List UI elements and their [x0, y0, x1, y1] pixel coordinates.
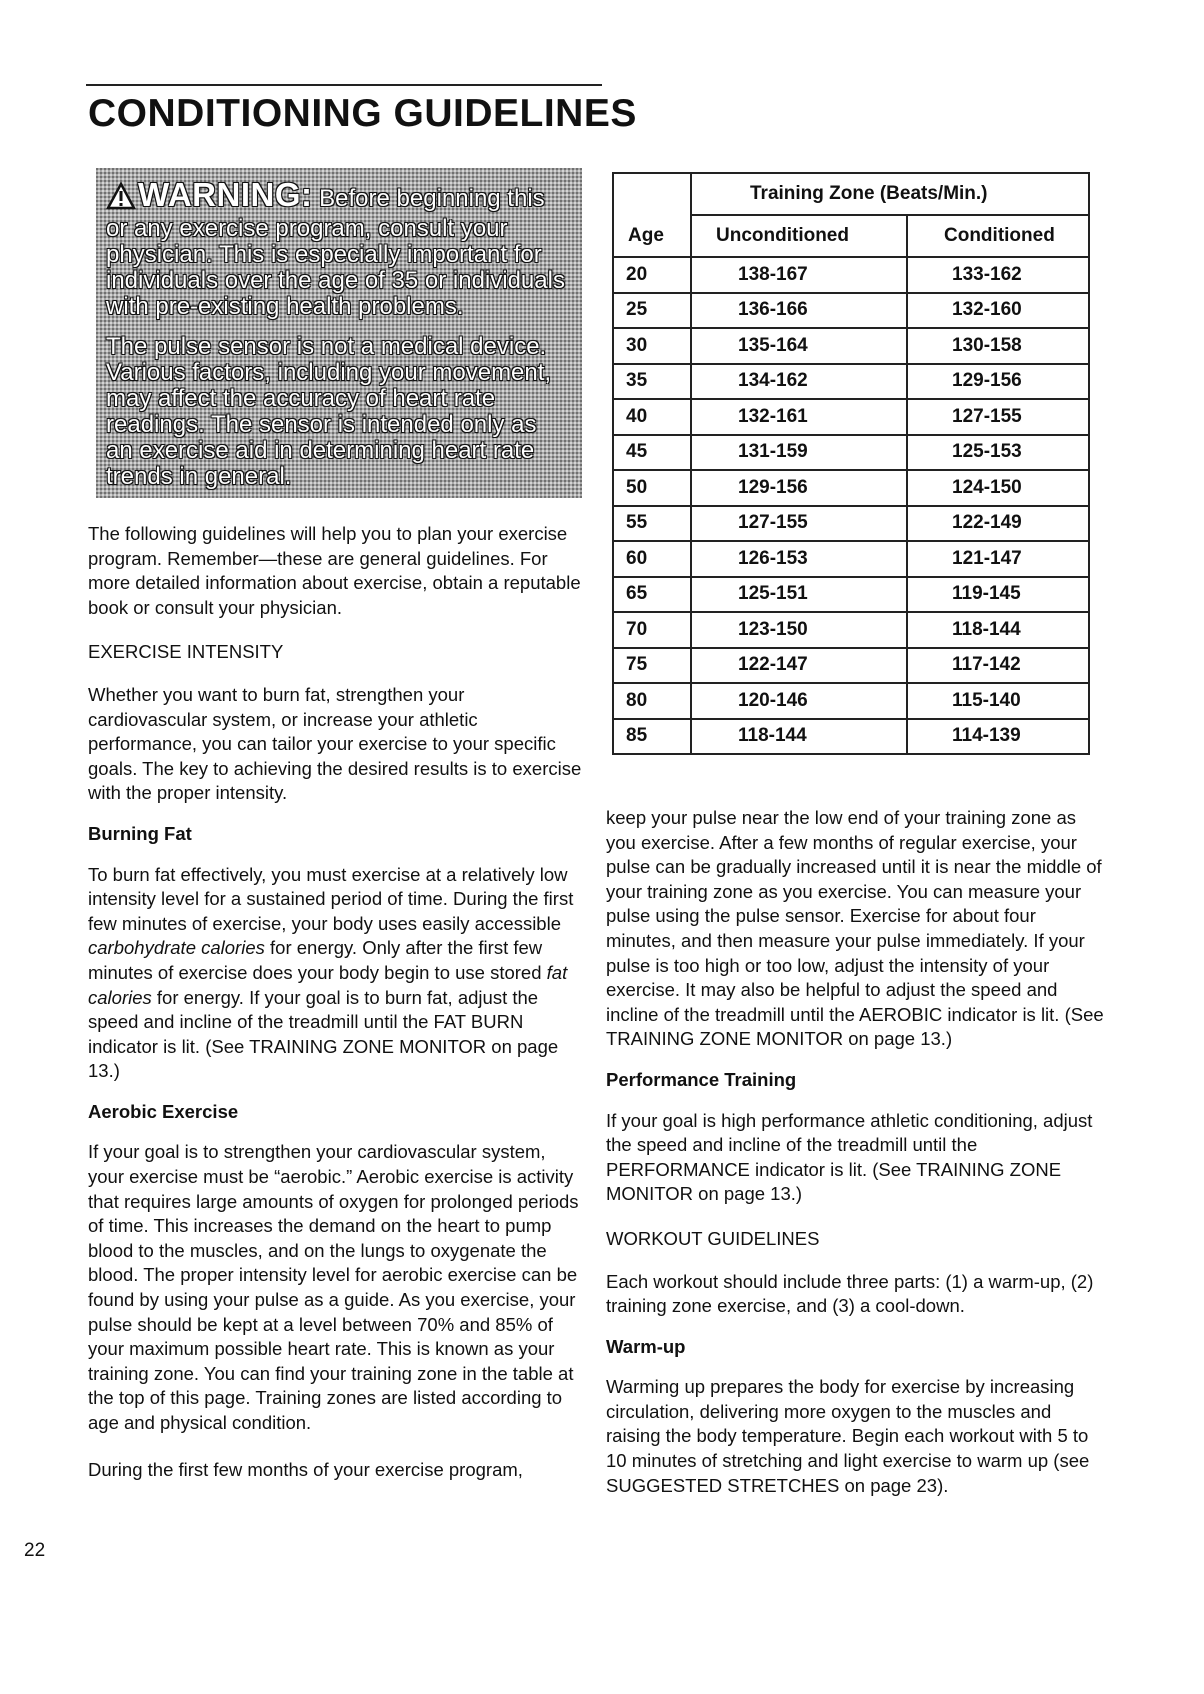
conditioned-cell: 127-155	[907, 399, 1089, 435]
table-row	[613, 399, 1089, 435]
burning-fat-text-1: To burn fat effectively, you must exercise at a relatively low intensity level for a sustained period of time. During the first few minutes of exercise, your body uses easily accessible	[88, 863, 574, 934]
conditioned-cell: 115-140	[907, 683, 1089, 719]
age-cell: 40	[613, 399, 691, 435]
age-cell: 55	[613, 506, 691, 542]
unconditioned-cell: 122-147	[691, 648, 907, 684]
unconditioned-cell: 132-161	[691, 399, 907, 435]
warm-up-paragraph: Warming up prepares the body for exercise by increasing circulation, delivering more oxygen to the muscles and raising the body temperature. Begin each workout with 5 to 10 minutes of stretching and light exercise to warm up (see SUGGESTED STRETCHES on page 23).	[606, 1376, 1090, 1496]
table-row	[613, 719, 1089, 755]
conditioned-cell: 130-158	[907, 328, 1089, 364]
table-row	[613, 648, 1089, 684]
aerobic-exercise-paragraph: If your goal is to strengthen your cardiovascular system, your exercise must be “aerobic.” Aerobic exercise is activity that requires large amounts of oxygen for prolonged periods of time. This increases the demand on the heart to pump blood to the muscles, and on the lungs to oxygenate the blood. The proper intensity level for aerobic exercise can be found by using your pulse as a guide. As you exercise, your pulse should be kept at a level between 70% and 85% of your maximum possible heart rate. This is known as your training zone. You can find your training zone in the table at the top of this page. Training zones are listed according to age and physical condition.	[88, 1141, 579, 1433]
age-cell: 50	[613, 470, 691, 506]
unconditioned-cell: 127-155	[691, 506, 907, 542]
burning-fat-text-3: for energy. If your goal is to burn fat, adjust the speed and incline of the treadmill until the FAT BURN indicator is lit. (See TRAINING ZONE MONITOR on page 13.)	[88, 986, 559, 1082]
conditioned-cell: 124-150	[907, 470, 1089, 506]
unconditioned-cell: 136-166	[691, 293, 907, 329]
intro-paragraph: The following guidelines will help you to plan your exercise program. Remember—these are general guidelines. For more detailed information about exercise, obtain a reputable book or consult your physician.	[88, 523, 581, 618]
pulse-continuation-paragraph: keep your pulse near the low end of your training zone as you exercise. After a few months of regular exercise, your pulse can be gradually increased until it is near the middle of your training zone as you exercise. You can measure your pulse using the pulse sensor. Exercise for about four minutes, and then measure your pulse immediately. If your pulse is too high or too low, adjust the intensity of your exercise. It may also be helpful to adjust the speed and incline of the treadmill until the AEROBIC indicator is lit. (See TRAINING ZONE MONITOR on page 13.)	[606, 807, 1104, 1050]
table-subheader-row	[613, 215, 1089, 257]
conditioned-cell: 125-153	[907, 435, 1089, 471]
burning-fat-heading: Burning Fat	[88, 822, 192, 844]
table-row	[613, 257, 1089, 293]
age-cell: 75	[613, 648, 691, 684]
workout-guidelines-paragraph: Each workout should include three parts: (1) a warm-up, (2) training zone exercise, and (3) a cool-down.	[606, 1270, 1094, 1317]
table-row	[613, 470, 1089, 506]
age-cell: 85	[613, 719, 691, 755]
aerobic-exercise-heading: Aerobic Exercise	[88, 1100, 239, 1122]
age-cell: 45	[613, 435, 691, 471]
warning-text-1: Before beginning this or any exercise program, consult your physician. This is especially important for individuals over the age of 35 or individuals with pre-existing health problems.	[106, 185, 565, 320]
conditioned-cell: 117-142	[907, 648, 1089, 684]
warning-triangle-icon	[106, 182, 136, 216]
table-row	[613, 328, 1089, 364]
unconditioned-cell: 123-150	[691, 612, 907, 648]
age-column-header: Age	[613, 215, 691, 257]
conditioned-cell: 132-160	[907, 293, 1089, 329]
age-cell: 60	[613, 541, 691, 577]
unconditioned-cell: 129-156	[691, 470, 907, 506]
unconditioned-cell: 134-162	[691, 364, 907, 400]
unconditioned-column-header: Unconditioned	[691, 215, 907, 257]
age-cell: 35	[613, 364, 691, 400]
warning-box	[96, 168, 582, 498]
warning-label: WARNING:	[138, 176, 313, 213]
age-cell: 70	[613, 612, 691, 648]
workout-guidelines-heading: WORKOUT GUIDELINES	[606, 1227, 820, 1249]
table-row	[613, 541, 1089, 577]
conditioned-cell: 119-145	[907, 577, 1089, 613]
conditioned-cell: 122-149	[907, 506, 1089, 542]
unconditioned-cell: 135-164	[691, 328, 907, 364]
title-rule	[86, 84, 602, 86]
warm-up-heading: Warm-up	[606, 1335, 686, 1357]
warning-paragraph-1	[106, 176, 566, 320]
unconditioned-cell: 131-159	[691, 435, 907, 471]
age-cell: 25	[613, 293, 691, 329]
page-title: CONDITIONING GUIDELINES	[88, 92, 637, 135]
performance-training-heading: Performance Training	[606, 1068, 797, 1090]
exercise-intensity-paragraph: Whether you want to burn fat, strengthen your cardiovascular system, or increase your athletic performance, you can tailor your exercise to your specific goals. The key to achieving the desired results is to exercise with the proper intensity.	[88, 683, 582, 804]
burning-fat-text-2: for energy. Only after the first few minutes of exercise does your body begin to use stored	[88, 937, 547, 983]
table-row	[613, 683, 1089, 719]
left-column	[88, 522, 586, 1482]
age-cell: 30	[613, 328, 691, 364]
unconditioned-cell: 118-144	[691, 719, 907, 755]
conditioned-cell: 118-144	[907, 612, 1089, 648]
age-cell: 65	[613, 577, 691, 613]
unconditioned-cell: 125-151	[691, 577, 907, 613]
page-number: 22	[24, 1540, 46, 1561]
table-row	[613, 577, 1089, 613]
age-cell: 80	[613, 683, 691, 719]
right-column	[606, 806, 1106, 1498]
exercise-intensity-heading: EXERCISE INTENSITY	[88, 641, 284, 663]
table-row	[613, 506, 1089, 542]
unconditioned-cell: 138-167	[691, 257, 907, 293]
table-row	[613, 612, 1089, 648]
conditioned-cell: 121-147	[907, 541, 1089, 577]
table-row	[613, 293, 1089, 329]
fat-calories-term: fat calories	[88, 961, 568, 1008]
during-first-months-paragraph: During the first few months of your exercise program,	[88, 1458, 523, 1480]
conditioned-cell: 133-162	[907, 257, 1089, 293]
conditioned-column-header: Conditioned	[907, 215, 1089, 257]
conditioned-cell: 114-139	[907, 719, 1089, 755]
table-row	[613, 435, 1089, 471]
unconditioned-cell: 120-146	[691, 683, 907, 719]
carbohydrate-calories-term: carbohydrate calories	[88, 937, 265, 959]
age-cell: 20	[613, 257, 691, 293]
conditioned-cell: 129-156	[907, 364, 1089, 400]
warning-text-2: The pulse sensor is not a medical device. Various factors, including your movement, may affect the accuracy of heart rate readings. The sensor is intended only as an exercise aid in determining heart rate trends in general.	[106, 333, 552, 490]
training-zone-header: Training Zone (Beats/Min.)	[691, 173, 1089, 215]
burning-fat-paragraph	[88, 863, 586, 1084]
training-zone-table	[612, 172, 1090, 755]
table-row	[613, 364, 1089, 400]
unconditioned-cell: 126-153	[691, 541, 907, 577]
performance-training-paragraph: If your goal is high performance athletic conditioning, adjust the speed and incline of the treadmill until the PERFORMANCE indicator is lit. (See TRAINING ZONE MONITOR on page 13.)	[606, 1109, 1093, 1205]
table-header-row	[613, 173, 1089, 215]
